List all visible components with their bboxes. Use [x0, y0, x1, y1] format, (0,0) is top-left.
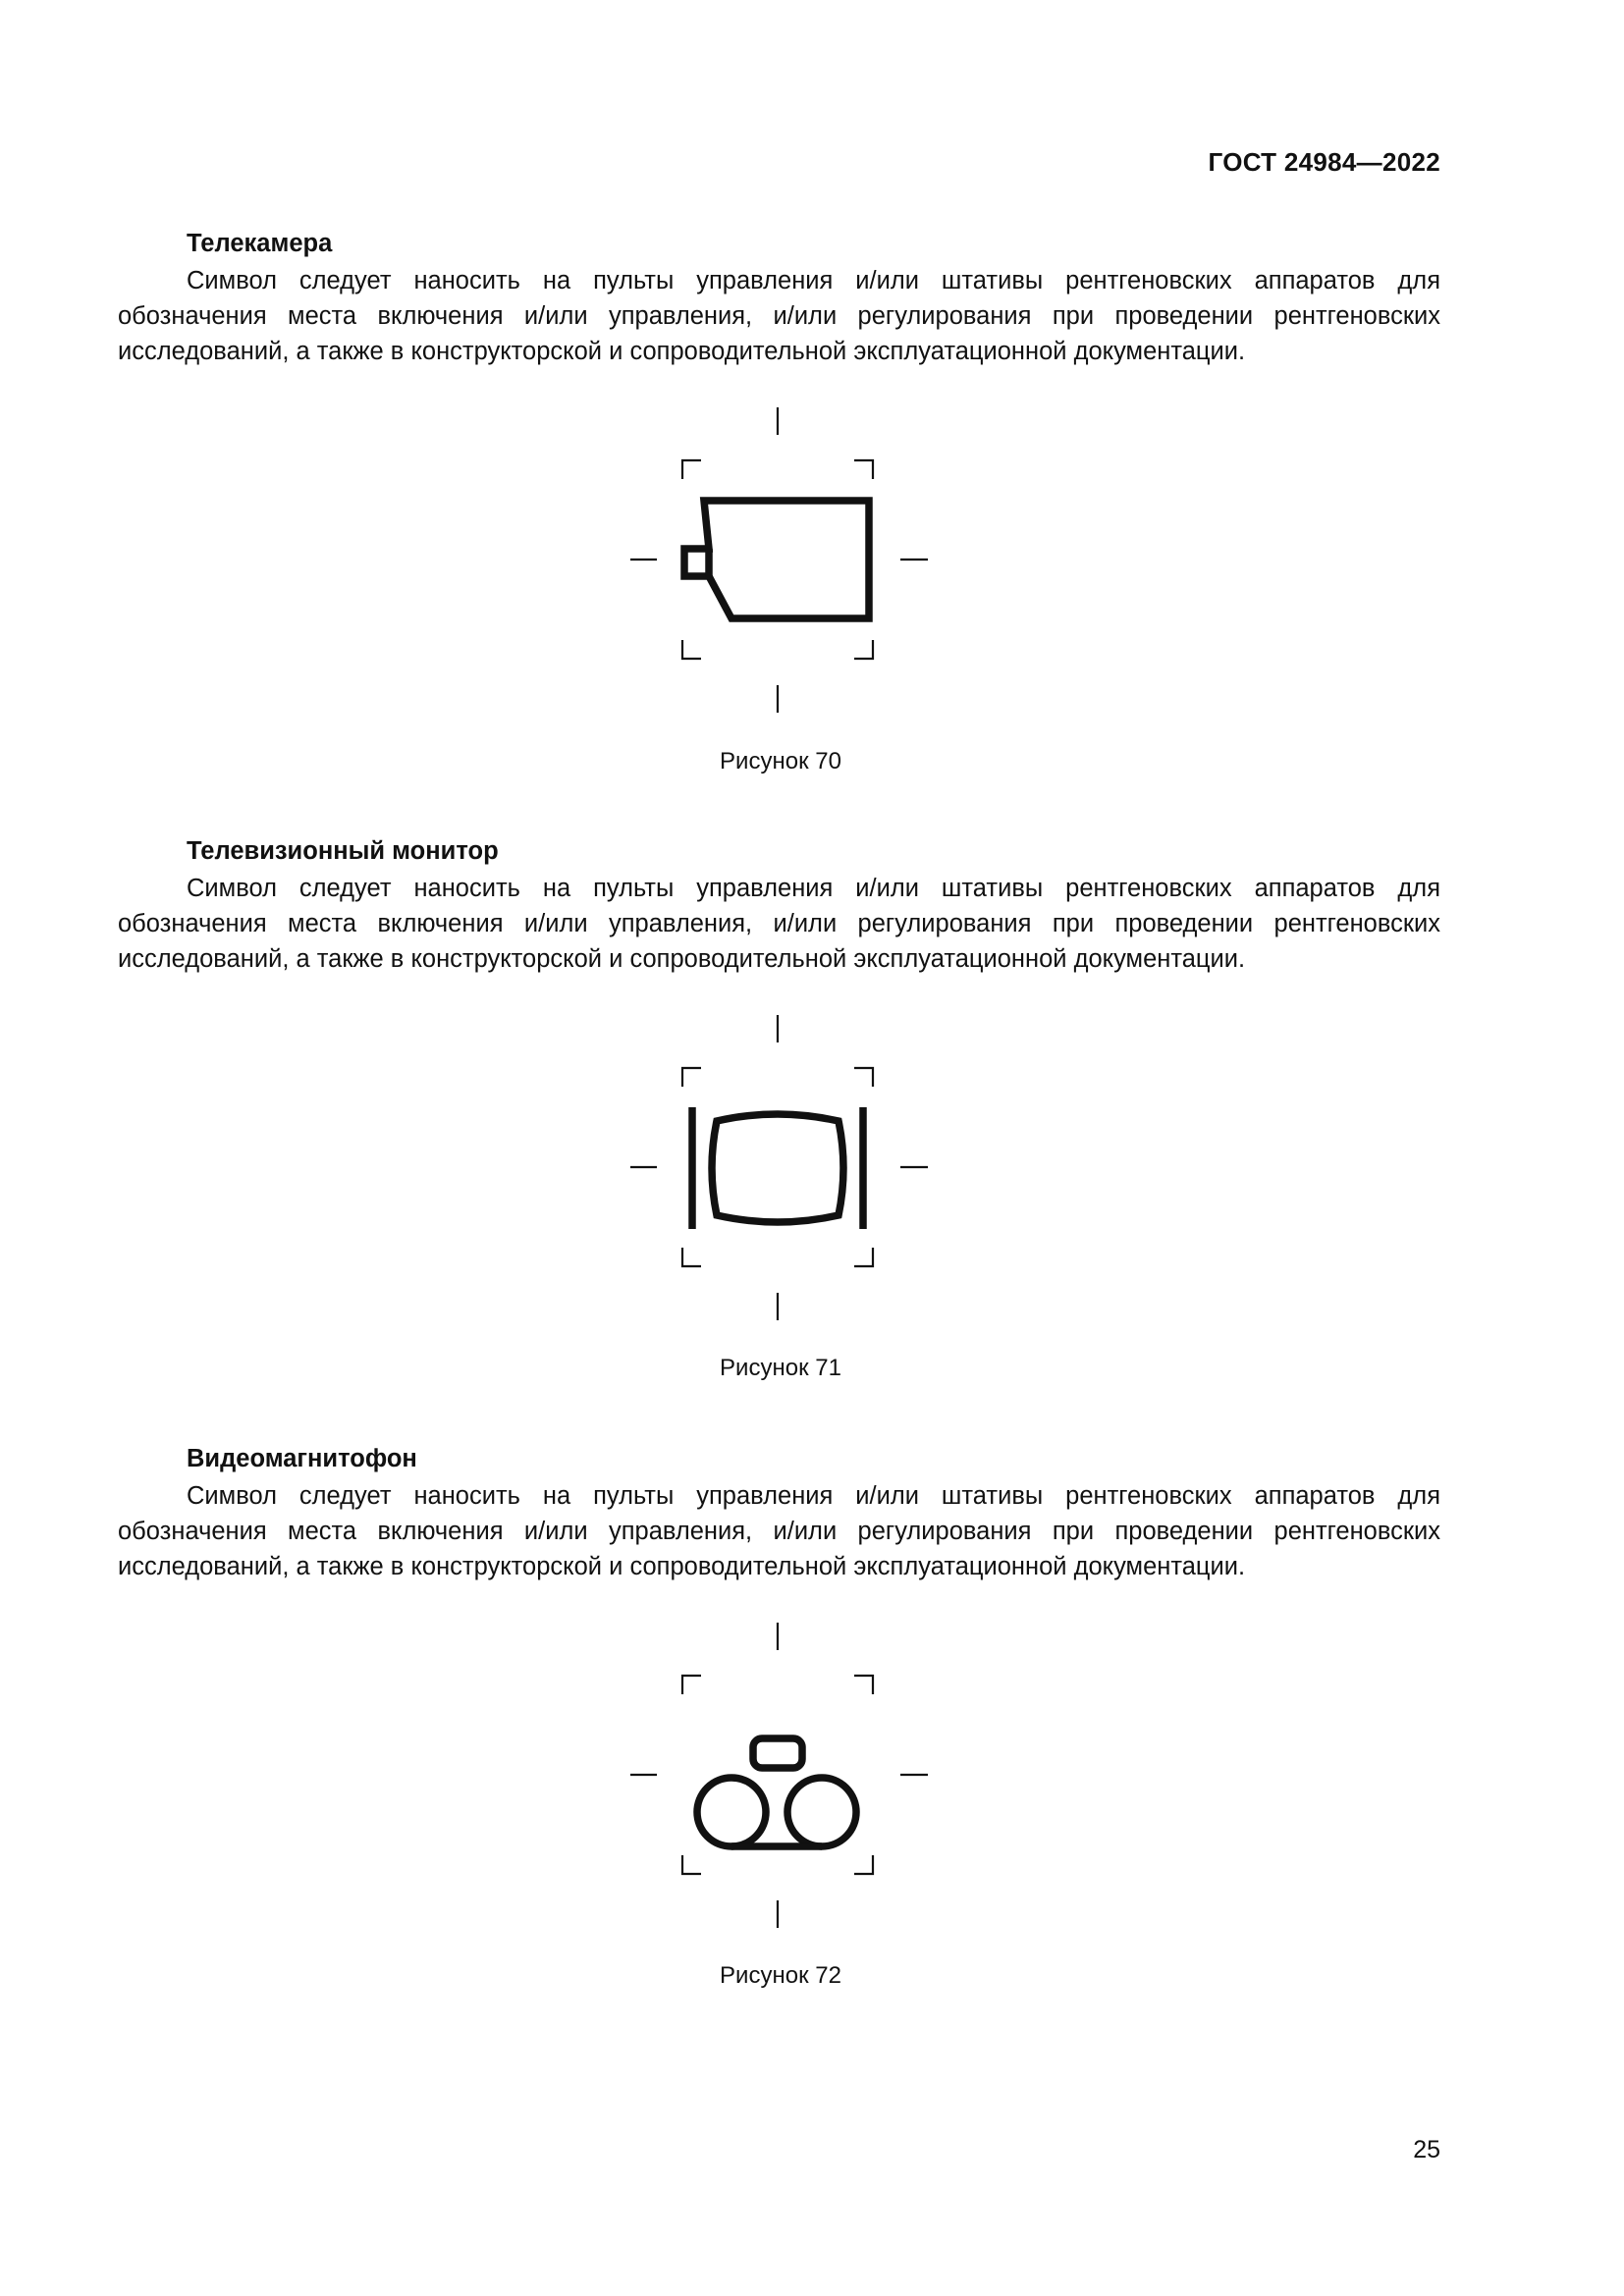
figure-caption: Рисунок 71	[720, 1355, 841, 1381]
section-television-camera	[118, 224, 1440, 369]
camera-shape	[684, 501, 869, 618]
page-number: 25	[1413, 2136, 1440, 2163]
video-recorder-shape	[697, 1738, 856, 1846]
section-text: Символ следует наносить на пульты управления и/или штативы рентгеновских аппаратов для обозначения места включения и/или управления, и/или регулирования при проведении рентгеновских исследований, а также в конструкторской и сопроводительной эксплуатационной документации.	[118, 875, 1440, 973]
section-television-monitor	[118, 831, 1440, 977]
television-monitor-icon	[616, 1015, 920, 1319]
section-text: Символ следует наносить на пульты управления и/или штативы рентгеновских аппаратов для обозначения места включения и/или управления, и/или регулирования при проведении рентгеновских исследований, а также в конструкторской и сопроводительной эксплуатационной документации.	[118, 267, 1440, 365]
section-title: Телевизионный монитор	[187, 837, 499, 865]
figure-71	[0, 1015, 1624, 1381]
section-video-recorder	[118, 1439, 1440, 1584]
section-title: Видеомагнитофон	[187, 1445, 417, 1472]
section-title: Телекамера	[187, 230, 333, 257]
symbol-frame-marks	[630, 1015, 928, 1320]
monitor-shape	[692, 1107, 863, 1229]
video-recorder-icon	[616, 1623, 920, 1927]
section-text: Символ следует наносить на пульты управления и/или штативы рентгеновских аппаратов для обозначения места включения и/или управления, и/или регулирования при проведении рентгеновских исследований, а также в конструкторской и сопроводительной эксплуатационной документации.	[118, 1482, 1440, 1580]
figure-70	[0, 407, 1624, 774]
standard-code: ГОСТ 24984—2022	[1208, 147, 1440, 177]
television-camera-icon	[616, 407, 920, 712]
figure-caption: Рисунок 72	[720, 1962, 841, 1989]
figure-caption: Рисунок 70	[720, 748, 841, 774]
symbol-frame-marks	[630, 1623, 928, 1928]
figure-72	[0, 1623, 1624, 1989]
symbol-frame-marks	[630, 407, 928, 713]
